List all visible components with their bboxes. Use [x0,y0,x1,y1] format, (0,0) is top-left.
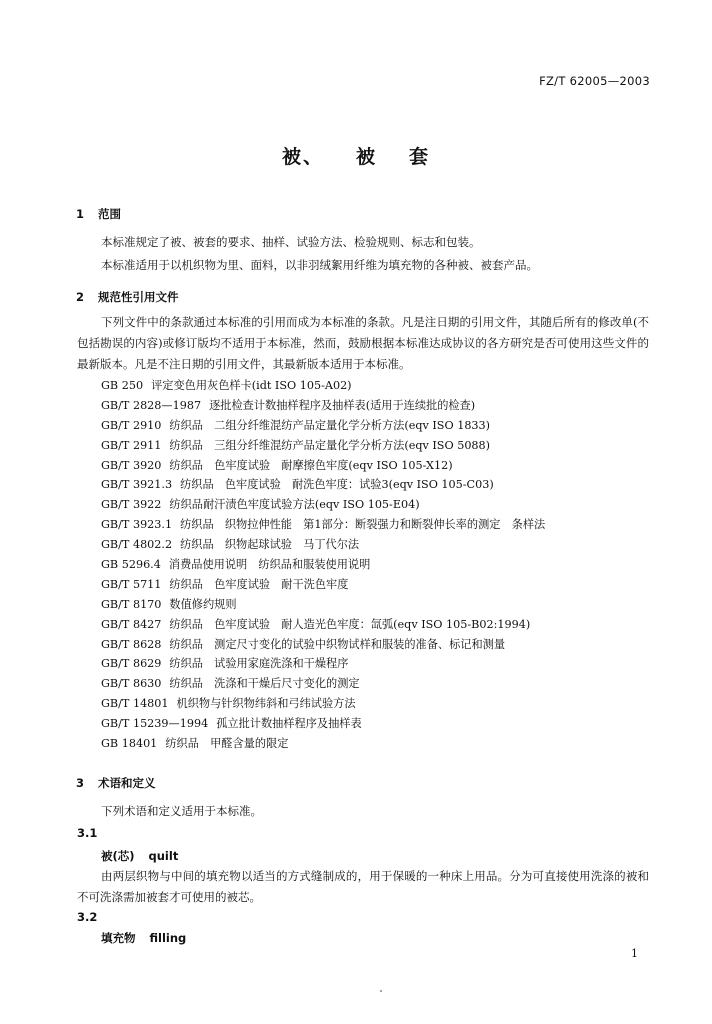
reference-item [101,495,545,515]
section-heading-normative-references [76,289,179,305]
reference-item [101,515,545,535]
reference-title: 孤立批计数抽样程序及抽样表 [216,717,362,731]
section-title: 术语和定义 [98,776,156,790]
reference-title: 纺织品 测定尺寸变化的试验中织物试样和服装的准备、标记和测量 [169,637,506,651]
reference-item [101,436,545,456]
reference-title: 数值修约规则 [169,597,237,611]
reference-title: 消费品使用说明 纺织品和服装使用说明 [168,558,371,572]
term-number: 3.2 [77,910,98,924]
reference-code: GB/T 8630 [101,677,162,691]
references-intro-paragraph: 下列文件中的条款通过本标准的引用而成为本标准的条款。凡是注日期的引用文件，其随后所有的修改单(不包括勘误的内容)或修订版均不适用于本标准，然而，鼓励根据本标准达成协议的各方研究是否可使用这些文件的最新版本。凡是不注日期的引用文件，其最新版本适用于本标准。 [77,315,649,371]
reference-code: GB/T 8629 [101,657,162,671]
reference-title: 纺织品 色牢度试验 耐摩擦色牢度(eqv ISO 105-X12) [169,458,453,472]
section-title: 范围 [98,207,121,221]
reference-item [101,416,545,436]
reference-title: 纺织品 试验用家庭洗涤和干燥程序 [169,657,349,671]
reference-code: GB/T 8170 [101,597,162,611]
reference-item [101,456,545,476]
reference-item [101,475,545,495]
reference-code: GB/T 14801 [101,697,169,711]
title-part: 被 [355,146,377,168]
page-number: 1 [631,947,638,960]
scope-paragraph-2: 本标准适用于以机织物为里、面料，以非羽绒絮用纤维为填充物的各种被、被套产品。 [101,258,538,272]
section-number: 3 [76,776,85,790]
reference-code: GB 18401 [101,737,158,751]
scope-paragraph-1: 本标准规定了被、被套的要求、抽样、试验方法、检验规则、标志和包装。 [101,235,481,249]
section-title: 规范性引用文件 [98,290,179,304]
reference-code: GB/T 2910 [101,418,162,432]
reference-title: 纺织品耐汗渍色牢度试验方法(eqv ISO 105-E04) [169,498,420,512]
reference-item [101,635,545,655]
reference-code: GB/T 3923.1 [101,518,173,532]
term-zh: 被(芯) [101,849,135,863]
reference-item [101,734,545,754]
reference-title: 纺织品 三组分纤维混纺产品定量化学分析方法(eqv ISO 5088) [169,438,491,452]
reference-item [101,396,545,416]
reference-title: 纺织品 洗涤和干燥后尺寸变化的测定 [169,677,360,691]
reference-title: 纺织品 甲醛含量的限定 [165,737,289,751]
reference-title: 纺织品 色牢度试验 耐干洗色牢度 [169,577,349,591]
term-heading [101,848,178,864]
reference-item [101,654,545,674]
reference-item [101,595,545,615]
reference-title: 纺织品 织物拉伸性能 第1部分：断裂强力和断裂伸长率的测定 条样法 [180,518,546,532]
reference-title: 纺织品 色牢度试验 耐洗色牢度：试验3(eqv ISO 105-C03) [180,478,494,492]
term-definition: 由两层织物与中间的填充物以适当的方式缝制成的，用于保暖的一种床上用品。分为可直接使用洗涤的被和不可洗涤需加被套才可使用的被芯。 [77,869,649,904]
reference-code: GB/T 4802.2 [101,538,173,552]
section-number: 2 [76,290,85,304]
title-part: 套 [409,146,431,168]
reference-title: 纺织品 色牢度试验 耐人造光色牢度：氙弧(eqv ISO 105-B02:1994) [169,617,531,631]
section-heading-scope [76,206,121,222]
reference-code: GB/T 3922 [101,498,162,512]
reference-code: GB/T 8628 [101,637,162,651]
section-number: 1 [76,207,85,221]
reference-list [101,376,545,754]
reference-code: GB/T 3920 [101,458,162,472]
reference-item [101,615,545,635]
reference-code: GB 250 [101,379,144,392]
title-part: 被、 [281,146,324,168]
reference-code: GB 5296.4 [101,558,161,572]
reference-code: GB/T 8427 [101,617,162,631]
reference-item [101,674,545,694]
reference-item [101,714,545,734]
reference-title: 评定变色用灰色样卡(idt ISO 105-A02) [151,379,352,392]
reference-code: GB/T 5711 [101,577,162,591]
scan-speck [380,990,382,992]
term-zh: 填充物 [101,931,136,945]
term-en: filling [149,931,187,945]
reference-item [101,535,545,555]
reference-code: GB/T 3921.3 [101,478,173,492]
reference-item [101,555,545,575]
reference-title: 逐批检查计数抽样程序及抽样表(适用于连续批的检查) [209,398,476,412]
section-heading-terms [76,775,156,791]
reference-item [101,694,545,714]
reference-code: GB/T 2828—1987 [101,398,202,412]
reference-code: GB/T 2911 [101,438,162,452]
reference-title: 纺织品 织物起球试验 马丁代尔法 [180,538,360,552]
reference-code: GB/T 15239—1994 [101,717,209,731]
term-heading [101,930,186,946]
term-number: 3.1 [77,826,98,840]
reference-item [101,575,545,595]
reference-title: 纺织品 二组分纤维混纺产品定量化学分析方法(eqv ISO 1833) [169,418,491,432]
document-title [0,142,712,169]
reference-item [101,376,545,396]
reference-title: 机织物与针织物纬斜和弓纬试验方法 [176,697,356,711]
terms-intro: 下列术语和定义适用于本标准。 [101,804,262,818]
standard-number: FZ/T 62005—2003 [539,74,650,88]
term-en: quilt [148,849,179,863]
